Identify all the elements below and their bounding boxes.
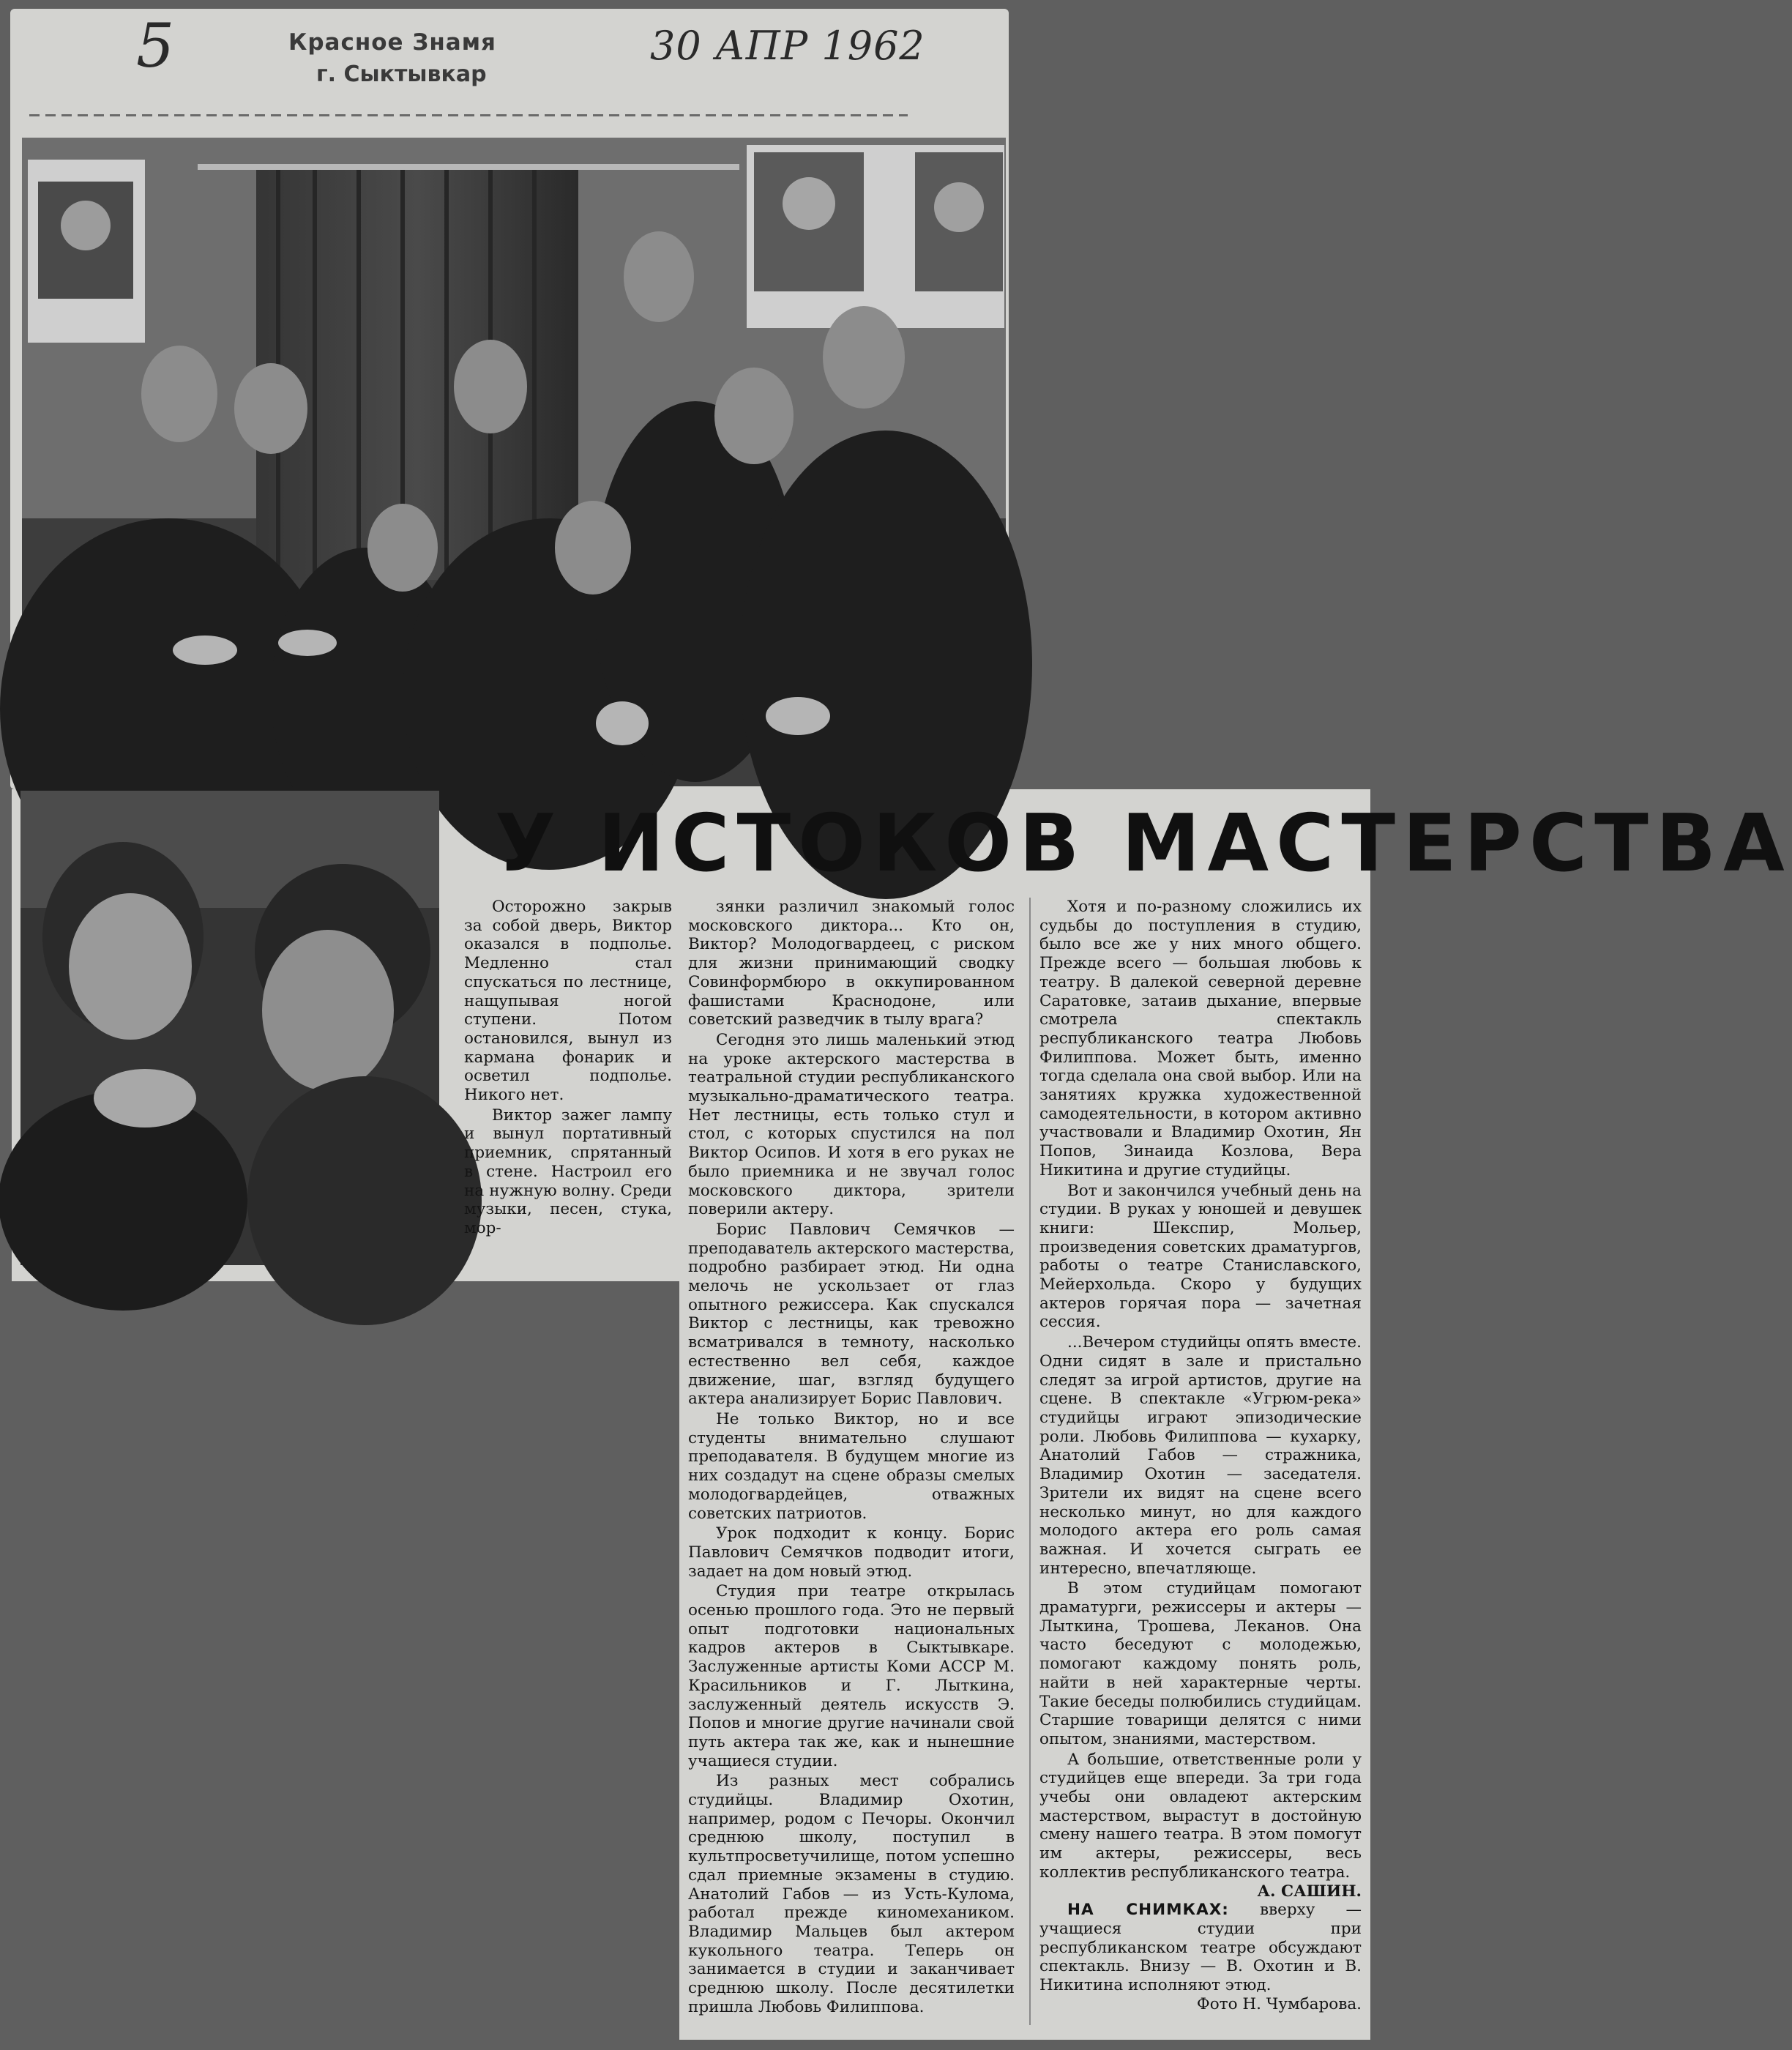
paragraph: Не только Виктор, но и все студенты внимательно слушают преподавателя. В будущем многие из них создадут на сцене образы смелых молодогвардейцев, отважных советских патриотов. [688, 1409, 1015, 1523]
two-actors-photo-image [20, 791, 439, 1265]
paragraph: Сегодня это лишь маленький этюд на уроке актерского мастерства в театральной студии республиканского музыкально-драматического театра. Нет лестницы, есть только стул и стол, с которых спустился на пол Виктор Осипов. И хотя в его руках не было приемника и не звучал голос московского диктора, зрители поверили актеру. [688, 1030, 1015, 1219]
article-headline: У ИСТОКОВ МАСТЕРСТВА [495, 798, 1792, 890]
author-signature: А. САШИН. [1257, 1882, 1362, 1901]
handwritten-date: 30 АПР 1962 [650, 23, 925, 69]
paragraph: Хотя и по-разному сложились их судьбы до поступления в студию, было все же у них много общего. Прежде всего — большая любовь к театру. В далекой северной деревне Саратовке, затаив дыхание, впервые смотрела спектакль республиканского театра Любовь Филиппова. Может быть, именно тогда сделала она свой выбор. Или на занятиях кружка художественной самодеятельности, в котором активно участвовали и Владимир Охотин, Ян Попов, Зинаида Козлова, Вера Никитина и другие студийцы. [1039, 898, 1362, 1179]
photo-credit: Фото Н. Чумбарова. [1196, 1994, 1362, 2013]
caption-label: НА СНИМКАХ: [1067, 1901, 1229, 1920]
newspaper-city: г. Сыктывкар [316, 61, 487, 87]
newspaper-name: Красное Знамя [288, 29, 496, 56]
paragraph: А большие, ответственные роли у студийцев еще впереди. За три года учебы они овладеют актерским мастерством, вырастут в достойную смену нашего театра. В этом помогут им актеры, режиссеры, весь коллектив республиканского театра. [1039, 1750, 1362, 1882]
handwritten-page-number: 5 [136, 12, 175, 81]
article-column-2 [688, 898, 1015, 2025]
two-actors-photo [20, 791, 439, 1265]
paragraph: Осторожно закрыв за собой дверь, Виктор оказался в подполье. Медленно стал спускаться по лестнице, нащупывая ногой ступени. Потом остановился, вынул из кармана фонарик и осветил подполье. Никого нет. [464, 898, 672, 1105]
article-column-1 [464, 898, 672, 1268]
paragraph: Студия при театре открылась осенью прошлого года. Это не первый опыт подготовки национальных кадров актеров в Сыктывкаре. Заслуженные артисты Коми АССР М. Красильников и Г. Лыткина, заслуженный деятель искусств Э. Попов и многие другие начинали свой путь актера так же, как и нынешние учащиеся студии. [688, 1582, 1015, 1770]
paragraph: Вот и закончился учебный день на студии. В руках у юношей и девушек книги: Шекспир, Мольер, произведения советских драматургов, работы о театре Станиславского, Мейерхольда. Скоро у будущих актеров горячая пора — зачетная сессия. [1039, 1181, 1362, 1332]
paragraph: Борис Павлович Семячков — преподаватель актерского мастерства, подробно разбирает этюд. Ни одна мелочь не ускользает от глаз опытного режиссера. Как спускался Виктор с лестницы, как тревожно всматривался в темноту, насколько естественно вел себя, каждое движение, шаг, взгляд будущего актера анализирует Борис Павлович. [688, 1220, 1015, 1409]
paragraph: зянки различил знакомый голос московского диктора... Кто он, Виктор? Молодогвардеец, с риском для жизни принимающий сводку Совинформбюро в оккупированном фашистами Краснодоне, или советский разведчик в тылу врага? [688, 898, 1015, 1029]
photo-caption [1039, 1901, 1362, 1995]
paragraph: Из разных мест собрались студийцы. Владимир Охотин, например, родом с Печоры. Окончил среднюю школу, поступил в культпросветучилище, потом успешно сдал приемные экзамены в студию. Анатолий Габов — из Усть-Кулома, работал прежде киномехаником. Владимир Мальцев был актером кукольного театра. Теперь он занимается в студии и заканчивает среднюю школу. После десятилетки пришла Любовь Филиппова. [688, 1772, 1015, 2016]
paragraph: ...Вечером студийцы опять вместе. Одни сидят в зале и пристально следят за игрой артистов, другие на сцене. В спектакле «Угрюм-река» студийцы играют эпизодические роли. Любовь Филиппова — кухарку, Анатолий Габов — стражника, Владимир Охотин — заседателя. Зрители их видят на сцене всего несколько минут, но для каждого молодого актера его роль самая важная. И хочется сыграть ее интересно, впечатляюще. [1039, 1333, 1362, 1578]
paragraph: Виктор зажег лампу и вынул портативный приемник, спрятанный в стене. Настроил его на нужную волну. Среди музыки, песен, стука, мор- [464, 1106, 672, 1237]
caption-text: вверху — учащиеся студии при республиканском театре обсуждают спектакль. Внизу — В. Охотин и В. Никитина исполняют этюд. [1039, 1901, 1362, 1995]
group-photo-image [22, 138, 1006, 786]
paragraph: В этом студийцам помогают драматурги, режиссеры и актеры — Лыткина, Трошева, Леканов. Она часто беседуют с молодежью, помогают каждому понять роль, найти в ней характерные черты. Такие беседы полюбились студийцам. Старшие товарищи делятся с ними опытом, знаниями, мастерством. [1039, 1579, 1362, 1748]
group-photo [22, 138, 1006, 786]
paragraph: Урок подходит к концу. Борис Павлович Семячков подводит итоги, задает на дом новый этюд. [688, 1524, 1015, 1581]
article-column-3 [1039, 898, 1362, 2032]
column-divider [1029, 898, 1031, 2025]
header-dashed-rule [29, 114, 908, 116]
